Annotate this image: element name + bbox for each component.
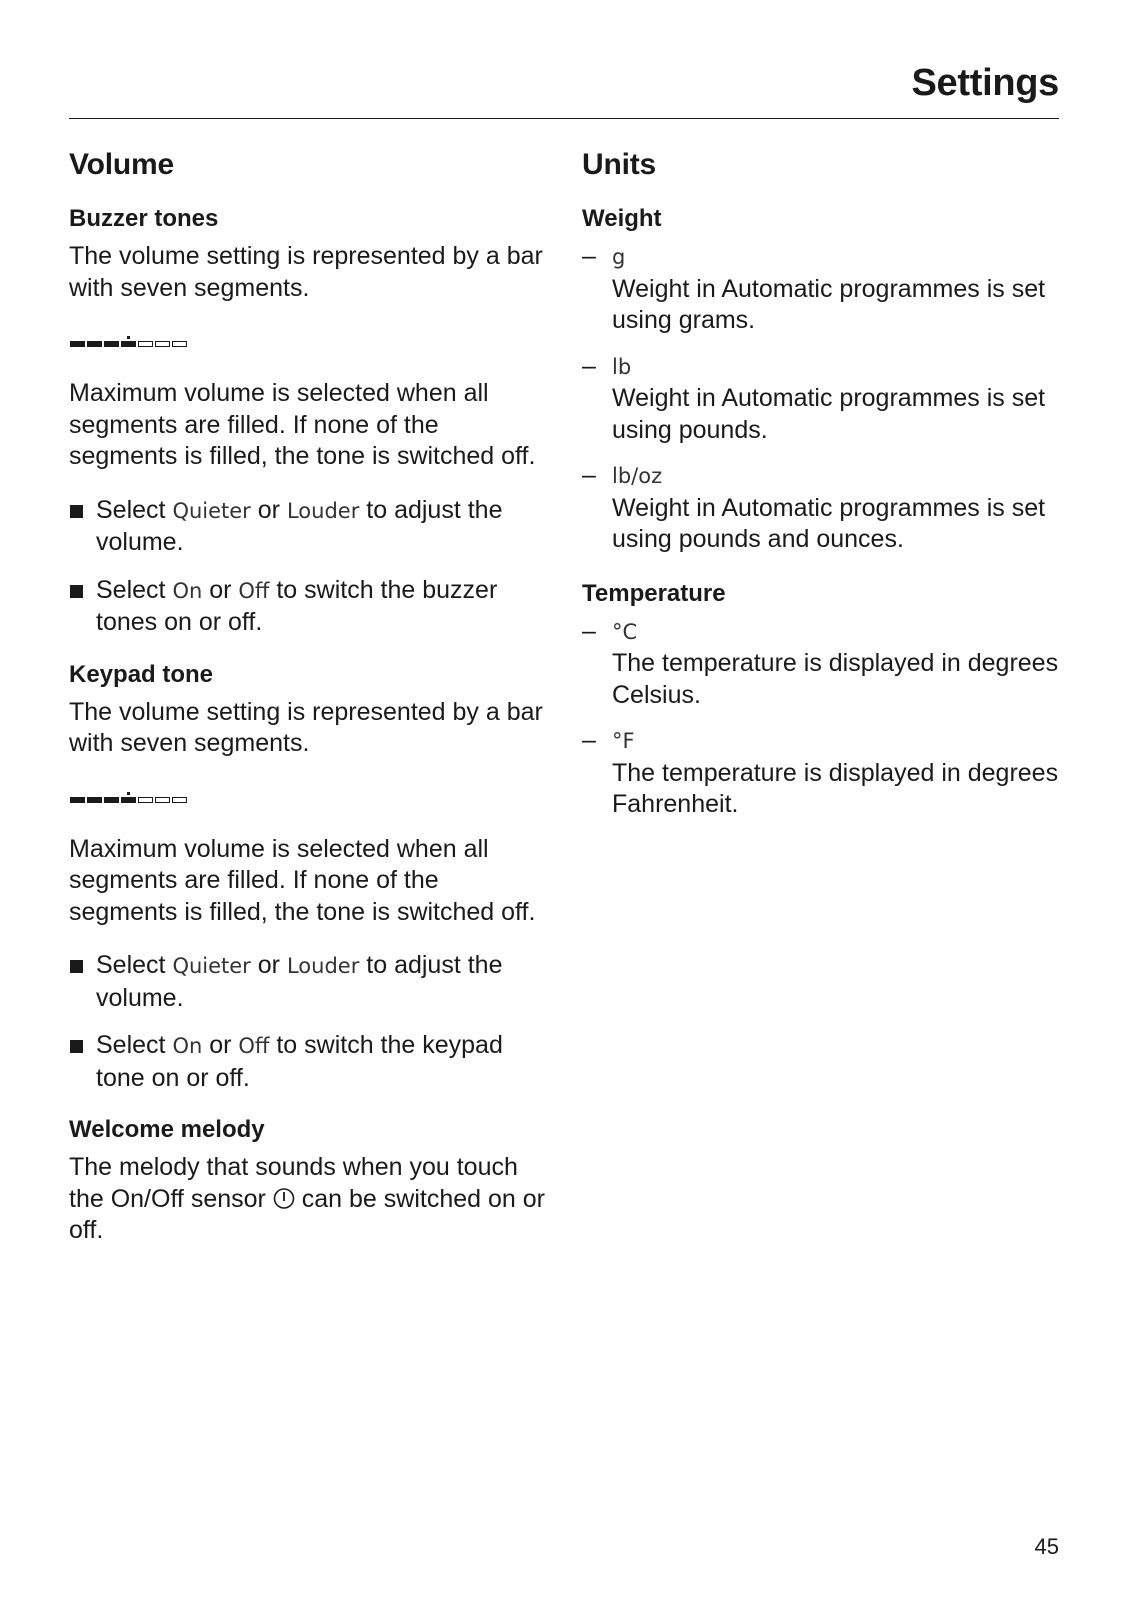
volume-cursor-mark bbox=[127, 336, 130, 339]
unit-description: Weight in Automatic programmes is set using pounds. bbox=[612, 384, 1046, 444]
units-section bbox=[582, 146, 1060, 835]
unit-value: °C bbox=[612, 619, 638, 644]
unit-description: Weight in Automatic programmes is set using grams. bbox=[612, 274, 1046, 334]
temperature-heading: Temperature bbox=[582, 579, 726, 607]
volume-bar-icon bbox=[69, 791, 193, 807]
dash-marker: – bbox=[582, 242, 596, 270]
volume-cursor-mark bbox=[127, 792, 130, 795]
keypad-note: Maximum volume is selected when all segments are filled. If none of the segments is filled, the tone is switched off. bbox=[69, 834, 536, 926]
bullet-square-icon bbox=[70, 960, 83, 973]
unit-description: The temperature is displayed in degrees Fahrenheit. bbox=[612, 758, 1059, 818]
volume-segment-empty bbox=[139, 342, 153, 347]
louder-display-text: Louder bbox=[286, 498, 360, 523]
list-item: Select On or Off to switch the buzzer tones on or off. bbox=[69, 575, 545, 639]
buzzer-tones-heading: Buzzer tones bbox=[69, 205, 219, 232]
page-title: Settings bbox=[911, 62, 1059, 104]
buzzer-intro: The volume setting is represented by a bar with seven segments. bbox=[69, 242, 543, 302]
page-number: 45 bbox=[1034, 1534, 1059, 1559]
dash-marker: – bbox=[582, 461, 596, 489]
dash-marker: – bbox=[582, 726, 596, 754]
volume-segment-filled bbox=[70, 341, 85, 347]
list-item bbox=[582, 241, 1060, 337]
list-item: Select On or Off to switch the keypad tone on or off. bbox=[69, 1030, 545, 1094]
volume-segment-empty bbox=[156, 342, 170, 347]
volume-segment-filled bbox=[104, 341, 119, 347]
buzzer-note: Maximum volume is selected when all segments are filled. If none of the segments is filled, the tone is switched off. bbox=[69, 379, 536, 470]
volume-segment-filled bbox=[104, 797, 119, 803]
volume-segment-filled bbox=[121, 341, 136, 347]
keypad-volume-bar bbox=[69, 782, 545, 816]
volume-bar-icon bbox=[69, 335, 193, 351]
list-item: Select Quieter or Louder to adjust the volume. bbox=[69, 950, 545, 1014]
welcome-text: The melody that sounds when you touch the On/Off sensor can be switched on or off. bbox=[69, 1153, 545, 1244]
on-display-text: On bbox=[172, 1034, 203, 1058]
unit-value: lb bbox=[612, 354, 632, 379]
list-item bbox=[582, 725, 1060, 821]
volume-segment-filled bbox=[121, 797, 136, 803]
louder-display-text: Louder bbox=[286, 954, 360, 978]
units-heading: Units bbox=[582, 148, 657, 181]
list-item: Select Quieter or Louder to adjust the volume. bbox=[69, 495, 545, 559]
unit-value: lb/oz bbox=[612, 464, 663, 488]
off-display-text: Off bbox=[238, 578, 270, 603]
unit-description: Weight in Automatic programmes is set using pounds and ounces. bbox=[612, 493, 1046, 553]
volume-segment-filled bbox=[87, 797, 102, 803]
bullet-square-icon bbox=[70, 505, 83, 518]
volume-segment-empty bbox=[156, 797, 170, 802]
keypad-tone-heading: Keypad tone bbox=[69, 660, 214, 688]
list-item bbox=[582, 616, 1060, 712]
volume-segment-empty bbox=[139, 797, 153, 802]
dash-marker: – bbox=[582, 351, 596, 380]
volume-segment-filled bbox=[70, 797, 85, 803]
bullet-square-icon bbox=[70, 585, 83, 598]
volume-segment-empty bbox=[173, 797, 187, 802]
unit-value: °F bbox=[612, 729, 635, 753]
power-icon bbox=[273, 1186, 295, 1210]
on-display-text: On bbox=[172, 578, 203, 603]
volume-heading: Volume bbox=[69, 148, 174, 181]
list-item bbox=[582, 460, 1060, 556]
buzzer-volume-bar bbox=[69, 326, 545, 360]
quieter-display-text: Quieter bbox=[172, 498, 251, 523]
unit-value: g bbox=[612, 245, 626, 269]
volume-segment-empty bbox=[173, 342, 187, 347]
keypad-intro: The volume setting is represented by a bar with seven segments. bbox=[69, 697, 543, 757]
weight-heading: Weight bbox=[582, 205, 662, 232]
volume-segment-filled bbox=[87, 341, 102, 347]
welcome-melody-heading: Welcome melody bbox=[69, 1116, 265, 1143]
bullet-square-icon bbox=[70, 1040, 83, 1053]
quieter-display-text: Quieter bbox=[172, 954, 251, 978]
off-display-text: Off bbox=[238, 1034, 270, 1058]
volume-section bbox=[69, 146, 545, 1247]
unit-description: The temperature is displayed in degrees Celsius. bbox=[612, 649, 1059, 709]
list-item bbox=[582, 351, 1060, 447]
header-divider bbox=[69, 118, 1059, 119]
dash-marker: – bbox=[582, 616, 596, 645]
